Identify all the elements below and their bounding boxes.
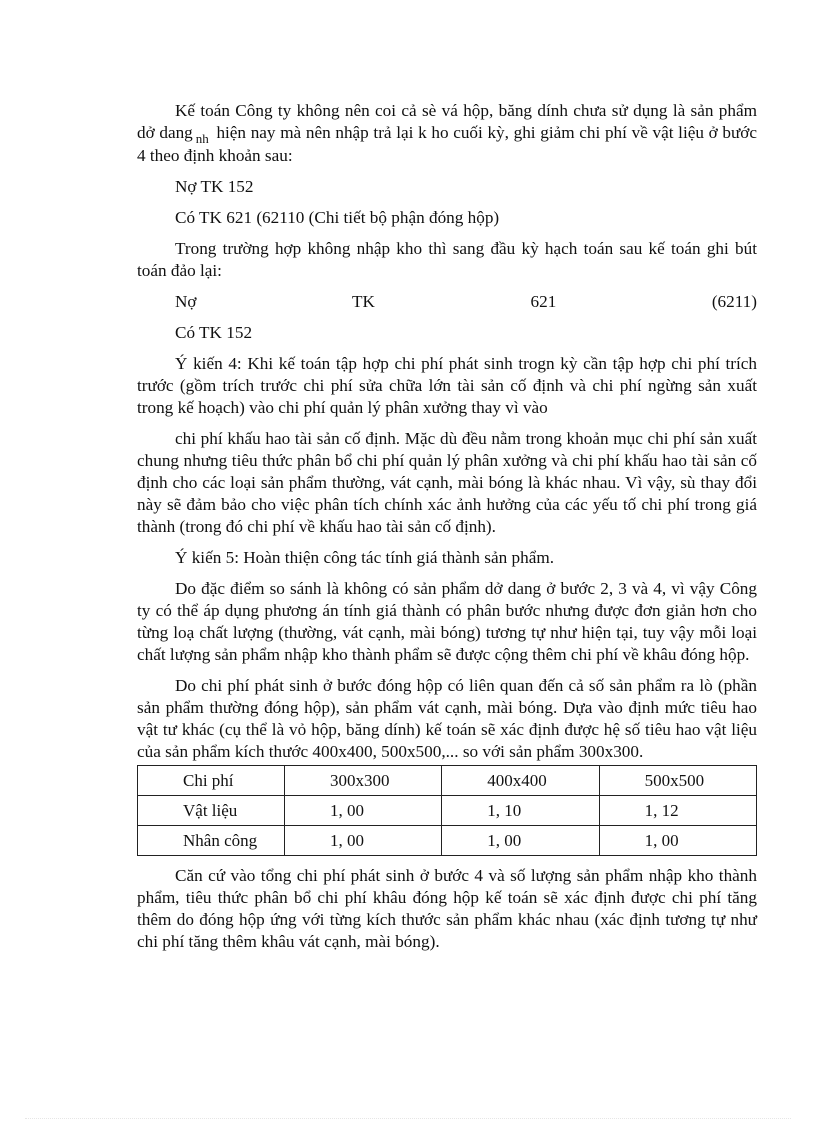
- table-header-cell: 400x400: [442, 766, 599, 796]
- table-cell: 1, 12: [599, 796, 756, 826]
- paragraph-8: Căn cứ vào tổng chi phí phát sinh ở bước 4 và số lượng sản phẩm nhập kho thành phẩm, tiêu thức phân bổ chi phí khâu đóng hộp kế toán sẽ xác định được chi phí tăng thêm do đóng hộp ứng với từng kích thước sản phẩm khác nhau (xác định tương tự như chi phí tăng thêm khâu vát cạnh, mài bóng).: [137, 866, 757, 951]
- table-row: [138, 826, 757, 856]
- table-cell: 1, 00: [599, 826, 756, 856]
- table-header-cell: 300x300: [284, 766, 441, 796]
- journal-entry-credit-2: Có TK 152: [175, 323, 253, 342]
- table-cell: 1, 10: [442, 796, 599, 826]
- table-header-cell: Chi phí: [138, 766, 285, 796]
- journal-entry-credit: Có TK 621 (62110 (Chi tiết bộ phận đóng hộp): [175, 208, 500, 227]
- paragraph-6: Do đặc điểm so sánh là không có sản phẩm dở dang ở bước 2, 3 và 4, vì vậy Công ty có thể áp dụng phương án tính giá thành có phân bước nhưng được đơn giản hơn cho từng loạ chất lượng (thường, vát cạnh, mài bóng) tương tự như hiện tại, tuy vậy mỗi loại chất lượng sản phẩm nhập kho thành phẩm sẽ được cộng thêm chi phí về khâu đóng hộp.: [137, 579, 757, 664]
- page-bottom-divider: [25, 1118, 791, 1119]
- paragraph-4: chi phí khấu hao tài sản cố định. Mặc dù đều nằm trong khoản mục chi phí sản xuất chung nhưng tiêu thức phân bổ chi phí quản lý phân xưởng và chi phí khấu hao tài sản cố định cho các loại sản phẩm thường, vát cạnh, mài bóng là khác nhau. Vì vậy, sù thay đổi này sẽ đảm bảo cho việc phân tích chính xác ảnh hưởng của các yếu tố chi phí trong giá thành (trong đó chi phí về khấu hao tài sản cố định).: [137, 429, 757, 536]
- paragraph-7: Do chi phí phát sinh ở bước đóng hộp có liên quan đến cả số sản phẩm ra lò (phần sản phẩm thường đóng hộp), sản phẩm vát cạnh, mài bóng. Dựa vào định mức tiêu hao vật tư khác (cụ thể là vỏ hộp, băng dính) kế toán sẽ xác định được hệ số tiêu hao vật liệu của sản phẩm kích thước 400x400, 500x500,... so với sản phẩm 300x300.: [137, 676, 757, 761]
- subscript-note: nh: [195, 131, 209, 146]
- journal-entry-debit: Nợ TK 152: [175, 177, 254, 196]
- table-row: [138, 796, 757, 826]
- table-cell: Nhân công: [138, 826, 285, 856]
- table-header-row: [138, 766, 757, 796]
- coefficient-table: [137, 765, 757, 856]
- table-cell: Vật liệu: [138, 796, 285, 826]
- paragraph-opinion-4: Ý kiến 4: Khi kế toán tập hợp chi phí phát sinh trogn kỳ cần tập hợp chi phí trích trước (gồm trích trước chi phí sửa chữa lớn tài sản cố định và chi phí ngừng sản xuất trong kế hoạch) vào chi phí quản lý phân xưởng thay vì vào: [137, 354, 757, 417]
- table-cell: 1, 00: [284, 796, 441, 826]
- table-cell: 1, 00: [284, 826, 441, 856]
- journal-entry-reverse: Nợ TK 621 (6211): [175, 292, 757, 311]
- document-page: [137, 100, 757, 953]
- table-cell: 1, 00: [442, 826, 599, 856]
- paragraph-1: Kế toán Công ty không nên coi cả sè vá hộp, băng dính chưa sử dụng là sản phẩm dở dang $_{nh}$ hiện nay mà nên nhập trả lại k ho cuối kỳ, ghi giảm chi phí về vật liệu ở bước 4 theo định khoản sau:: [137, 101, 757, 165]
- table-header-cell: 500x500: [599, 766, 756, 796]
- paragraph-opinion-5: Ý kiến 5: Hoàn thiện công tác tính giá thành sản phẩm.: [175, 548, 554, 567]
- paragraph-2: Trong trường hợp không nhập kho thì sang đầu kỳ hạch toán sau kế toán ghi bút toán đảo lại:: [137, 239, 757, 280]
